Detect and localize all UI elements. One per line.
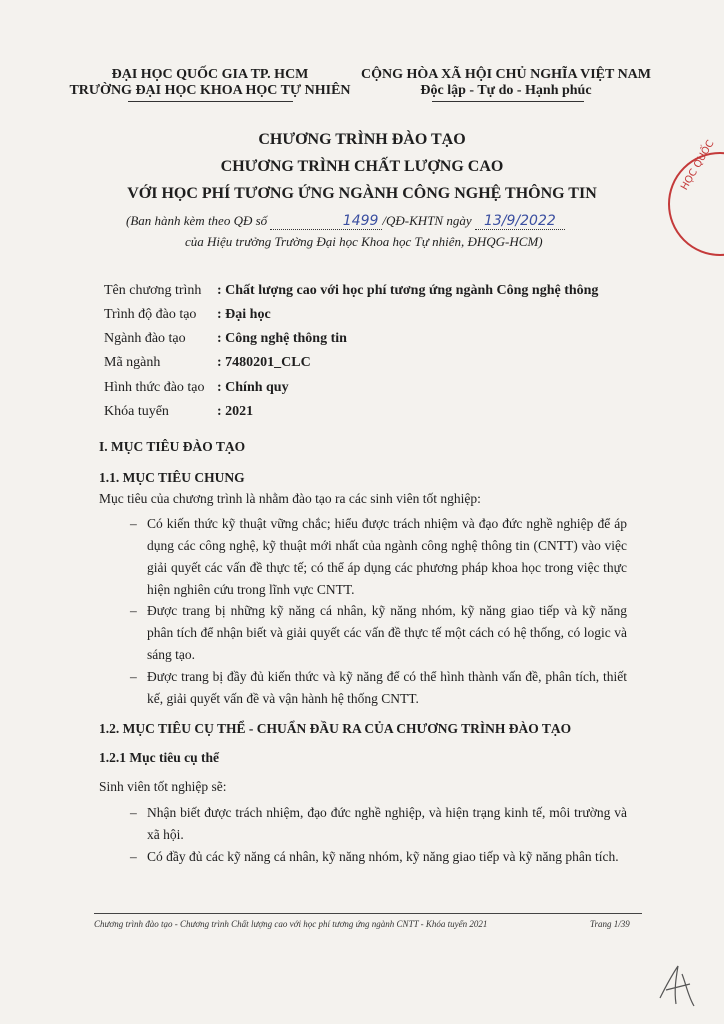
- decision-date: 13/9/2022: [483, 213, 556, 229]
- footer-text: Chương trình đào tạo - Chương trình Chất lượng cao với học phí tương ứng ngành CNTT - Khóa tuyển 2021: [94, 919, 488, 929]
- bullet-item: Được trang bị những kỹ năng cá nhân, kỹ năng nhóm, kỹ năng giao tiếp và kỹ năng phân tích để nhận biết và giải quyết các vấn đề thực tế một cách có hệ thống, có logic và sáng tạo.: [147, 603, 627, 662]
- doc-title-line2: CHƯƠNG TRÌNH CHẤT LƯỢNG CAO: [220, 158, 504, 175]
- bullet-dash: –: [130, 603, 137, 618]
- country-name: CỘNG HÒA XÃ HỘI CHỦ NGHĨA VIỆT NAM: [360, 67, 651, 82]
- decision-issuer: của Hiệu trưởng Trường Đại học Khoa học Tự nhiên, ĐHQG-HCM): [185, 234, 543, 249]
- decision-date-field: [475, 213, 565, 230]
- handwritten-initial-icon: [652, 960, 698, 1012]
- footer-rule: [94, 913, 642, 914]
- page-number: Trang 1/39: [590, 919, 630, 929]
- intro-text: Mục tiêu của chương trình là nhằm đào tạo ra các sinh viên tốt nghiệp:: [99, 491, 481, 506]
- info-value-major: : Công nghệ thông tin: [217, 331, 347, 346]
- info-value-program-name: : Chất lượng cao với học phí tương ứng ngành Công nghệ thông: [217, 283, 599, 298]
- header-right-underline: [432, 101, 584, 102]
- university-name: ĐẠI HỌC QUỐC GIA TP. HCM: [111, 67, 309, 82]
- subsection-heading-1-2-1: 1.2.1 Mục tiêu cụ thể: [99, 750, 219, 765]
- decision-prefix: (Ban hành kèm theo QĐ số: [126, 213, 268, 228]
- info-label-level: Trình độ đào tạo: [104, 307, 197, 322]
- info-value-intake: : 2021: [217, 404, 254, 419]
- stamp-text: HỌC QUỐC: [679, 138, 717, 193]
- decision-line: [126, 213, 565, 230]
- subsection-heading-1-2: 1.2. MỤC TIÊU CỤ THỂ - CHUẨN ĐẦU RA CỦA CHƯƠNG TRÌNH ĐÀO TẠO: [99, 721, 572, 736]
- bullet-dash: –: [130, 669, 137, 684]
- decision-number-field: [270, 213, 382, 230]
- info-label-major: Ngành đào tạo: [104, 331, 186, 346]
- bullet-dash: –: [130, 805, 137, 820]
- bullet-item: Có kiến thức kỹ thuật vững chắc; hiểu được trách nhiệm và đạo đức nghề nghiệp để áp dụng các công nghệ, kỹ thuật mới nhất của ngành công nghệ thông tin (CNTT) vào việc giải quyết các vấn đề thực tế; có thể áp dụng các phương pháp khoa học trong việc thực hiện nghiên cứu trong lĩnh vực CNTT.: [147, 516, 627, 597]
- doc-title-line3: VỚI HỌC PHÍ TƯƠNG ỨNG NGÀNH CÔNG NGHỆ THÔNG TIN: [127, 185, 597, 202]
- info-label-code: Mã ngành: [104, 355, 161, 370]
- doc-title-line1: CHƯƠNG TRÌNH ĐÀO TẠO: [258, 131, 466, 148]
- bullet-item: Có đầy đủ các kỹ năng cá nhân, kỹ năng nhóm, kỹ năng giao tiếp và kỹ năng phân tích.: [147, 849, 619, 864]
- info-label-mode: Hình thức đào tạo: [104, 380, 205, 395]
- decision-mid: /QĐ-KHTN ngày: [382, 213, 472, 228]
- bullet-dash: –: [130, 849, 137, 864]
- info-value-mode: : Chính quy: [217, 380, 289, 395]
- decision-number: 1499: [342, 213, 379, 229]
- info-label-program-name: Tên chương trình: [104, 283, 202, 298]
- bullet-item: Được trang bị đầy đủ kiến thức và kỹ năng để có thể hình thành vấn đề, phân tích, thiết kế, giải quyết vấn đề và vận hành hệ thống CNTT.: [147, 669, 627, 706]
- info-label-intake: Khóa tuyển: [104, 404, 169, 419]
- intro-text-2: Sinh viên tốt nghiệp sẽ:: [99, 779, 227, 794]
- motto: Độc lập - Tự do - Hạnh phúc: [420, 83, 592, 98]
- section-heading-1: I. MỤC TIÊU ĐÀO TẠO: [99, 439, 246, 454]
- info-value-code: : 7480201_CLC: [217, 355, 311, 370]
- bullet-dash: –: [130, 516, 137, 531]
- header-left-underline: [128, 101, 293, 102]
- school-name: TRƯỜNG ĐẠI HỌC KHOA HỌC TỰ NHIÊN: [69, 83, 351, 98]
- info-value-level: : Đại học: [217, 307, 271, 322]
- subsection-heading-1-1: 1.1. MỤC TIÊU CHUNG: [99, 470, 245, 485]
- bullet-item: Nhận biết được trách nhiệm, đạo đức nghề nghiệp, và hiện trạng kinh tế, môi trường và xã hội.: [147, 805, 627, 842]
